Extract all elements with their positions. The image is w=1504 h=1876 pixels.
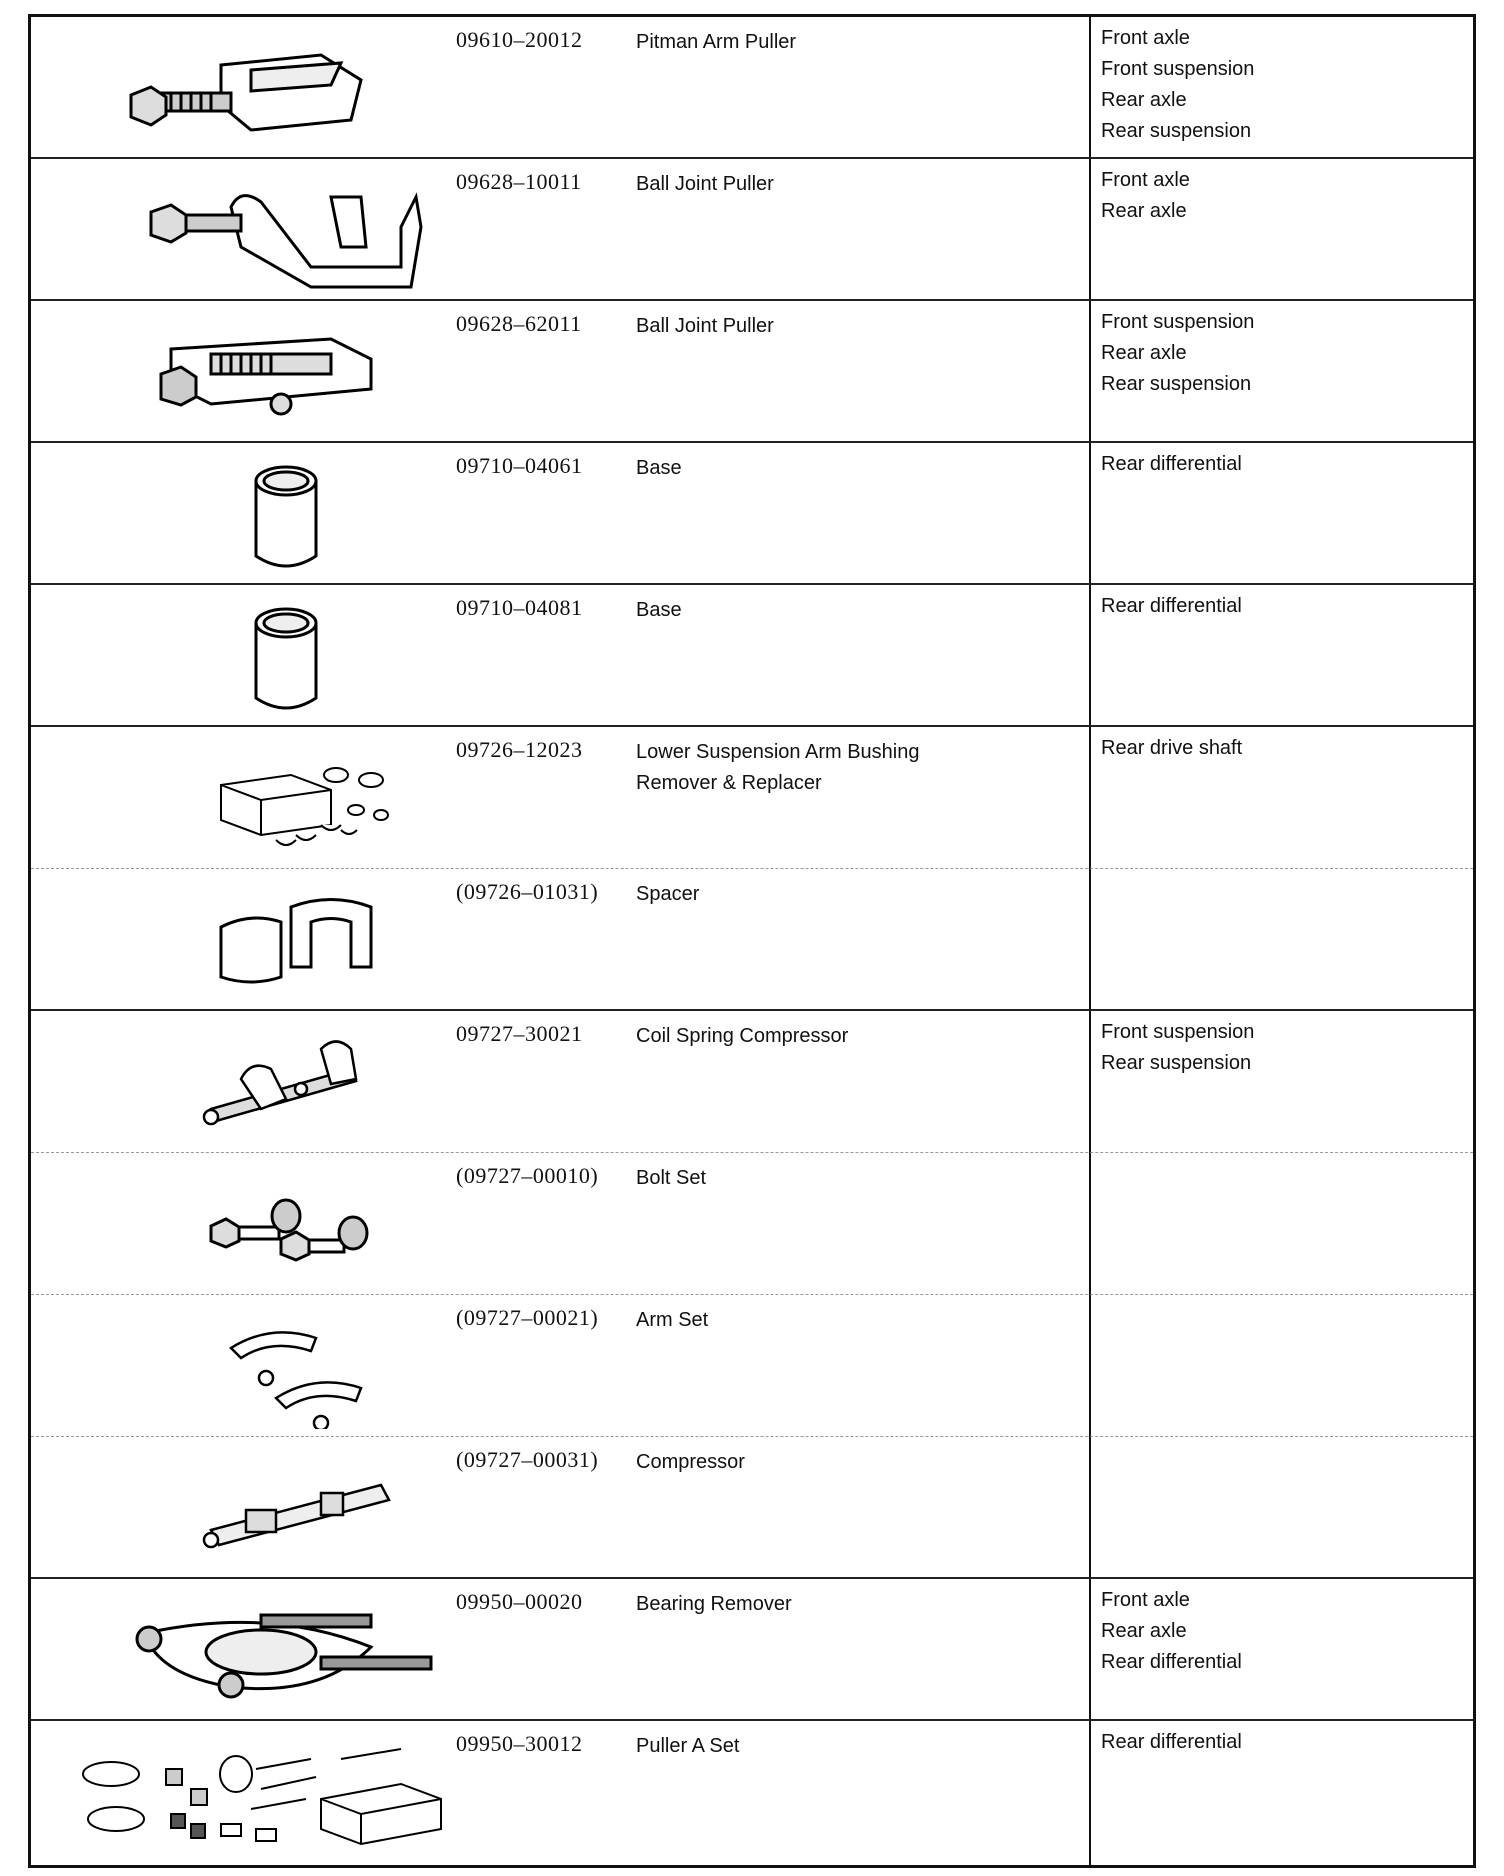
table-row xyxy=(31,17,1473,159)
usage-list xyxy=(1101,449,1242,480)
tool-name-line: Lower Suspension Arm Bushing xyxy=(636,741,920,763)
table-row xyxy=(31,1011,1473,1153)
tool-name xyxy=(636,27,1086,58)
bolt-set-icon xyxy=(71,1161,451,1287)
usage-item: Front suspension xyxy=(1101,58,1255,80)
tool-name-line: Bolt Set xyxy=(636,1167,707,1189)
usage-item: Front suspension xyxy=(1101,1021,1255,1043)
usage-list xyxy=(1101,591,1242,622)
table-row xyxy=(31,1721,1473,1863)
usage-item: Rear suspension xyxy=(1101,120,1252,142)
usage-item: Rear differential xyxy=(1101,595,1242,617)
part-number: 09727–30021 xyxy=(456,1021,583,1046)
table-row xyxy=(31,727,1473,869)
arm-set-icon xyxy=(71,1303,451,1429)
usage-list xyxy=(1101,1017,1254,1079)
pitman-arm-puller-icon xyxy=(71,25,451,151)
tool-name-line: Arm Set xyxy=(636,1309,709,1331)
tool-name-line: Base xyxy=(636,599,682,621)
usage-item: Rear differential xyxy=(1101,1651,1242,1673)
tool-name-line: Spacer xyxy=(636,883,700,905)
tool-name xyxy=(636,453,1086,484)
tool-name xyxy=(636,1021,1086,1052)
bushing-kit-icon xyxy=(71,735,451,861)
part-number: 09950–00020 xyxy=(456,1589,583,1614)
puller-set-icon xyxy=(71,1729,451,1855)
tool-name xyxy=(636,595,1086,626)
table-row xyxy=(31,585,1473,727)
table-row xyxy=(31,1153,1473,1295)
bearing-remover-icon xyxy=(71,1587,451,1713)
part-number: 09710–04061 xyxy=(456,453,583,478)
usage-item: Front axle xyxy=(1101,1589,1190,1611)
tool-name xyxy=(636,1305,1086,1336)
usage-item: Rear differential xyxy=(1101,1731,1242,1753)
usage-item: Rear differential xyxy=(1101,453,1242,475)
tool-name-line: Bearing Remover xyxy=(636,1593,792,1615)
usage-list xyxy=(1101,1727,1242,1758)
tool-name-line: Puller A Set xyxy=(636,1735,740,1757)
ball-joint-puller-icon xyxy=(71,167,451,293)
tool-name-line: Remover & Replacer xyxy=(636,772,822,794)
table-row xyxy=(31,443,1473,585)
tool-name xyxy=(636,169,1086,200)
tool-name-line: Ball Joint Puller xyxy=(636,315,774,337)
usage-list xyxy=(1101,23,1254,147)
table-row xyxy=(31,1295,1473,1437)
usage-list xyxy=(1101,1585,1242,1678)
table-row xyxy=(31,869,1473,1011)
tool-name-line: Ball Joint Puller xyxy=(636,173,774,195)
usage-item: Rear drive shaft xyxy=(1101,737,1243,759)
tool-name xyxy=(636,1731,1086,1762)
usage-item: Front axle xyxy=(1101,169,1190,191)
usage-item: Rear suspension xyxy=(1101,1052,1252,1074)
tool-name-line: Coil Spring Compressor xyxy=(636,1025,849,1047)
base-cylinder-icon xyxy=(71,451,451,577)
tool-name xyxy=(636,311,1086,342)
part-number: (09726–01031) xyxy=(456,879,599,904)
part-number: (09727–00031) xyxy=(456,1447,599,1472)
ball-joint-puller-frame-icon xyxy=(71,309,451,435)
part-number: 09628–10011 xyxy=(456,169,582,194)
part-number: 09726–12023 xyxy=(456,737,583,762)
usage-item: Rear axle xyxy=(1101,89,1187,111)
tool-name-line: Compressor xyxy=(636,1451,745,1473)
tool-name-line: Base xyxy=(636,457,682,479)
usage-item: Rear axle xyxy=(1101,1620,1187,1642)
part-number: 09628–62011 xyxy=(456,311,582,336)
special-tools-table xyxy=(28,14,1476,1868)
part-number: 09950–30012 xyxy=(456,1731,583,1756)
usage-list xyxy=(1101,733,1242,764)
usage-item: Rear axle xyxy=(1101,200,1187,222)
table-row xyxy=(31,159,1473,301)
coil-spring-compressor-icon xyxy=(71,1019,451,1145)
base-cylinder-icon xyxy=(71,593,451,719)
usage-item: Front axle xyxy=(1101,27,1190,49)
part-number: (09727–00021) xyxy=(456,1305,599,1330)
part-number: 09710–04081 xyxy=(456,595,583,620)
tool-name xyxy=(636,1589,1086,1620)
spacer-icon xyxy=(71,877,451,1003)
usage-list xyxy=(1101,165,1190,227)
tool-name-line: Pitman Arm Puller xyxy=(636,31,797,53)
tool-name xyxy=(636,879,1086,910)
usage-item: Rear suspension xyxy=(1101,373,1252,395)
compressor-icon xyxy=(71,1445,451,1571)
tool-name xyxy=(636,1447,1086,1478)
usage-item: Rear axle xyxy=(1101,342,1187,364)
usage-list xyxy=(1101,307,1254,400)
table-row xyxy=(31,1437,1473,1579)
usage-item: Front suspension xyxy=(1101,311,1255,333)
part-number: 09610–20012 xyxy=(456,27,583,52)
part-number: (09727–00010) xyxy=(456,1163,599,1188)
tool-name xyxy=(636,737,1086,799)
tool-name xyxy=(636,1163,1086,1194)
table-row xyxy=(31,1579,1473,1721)
table-row xyxy=(31,301,1473,443)
